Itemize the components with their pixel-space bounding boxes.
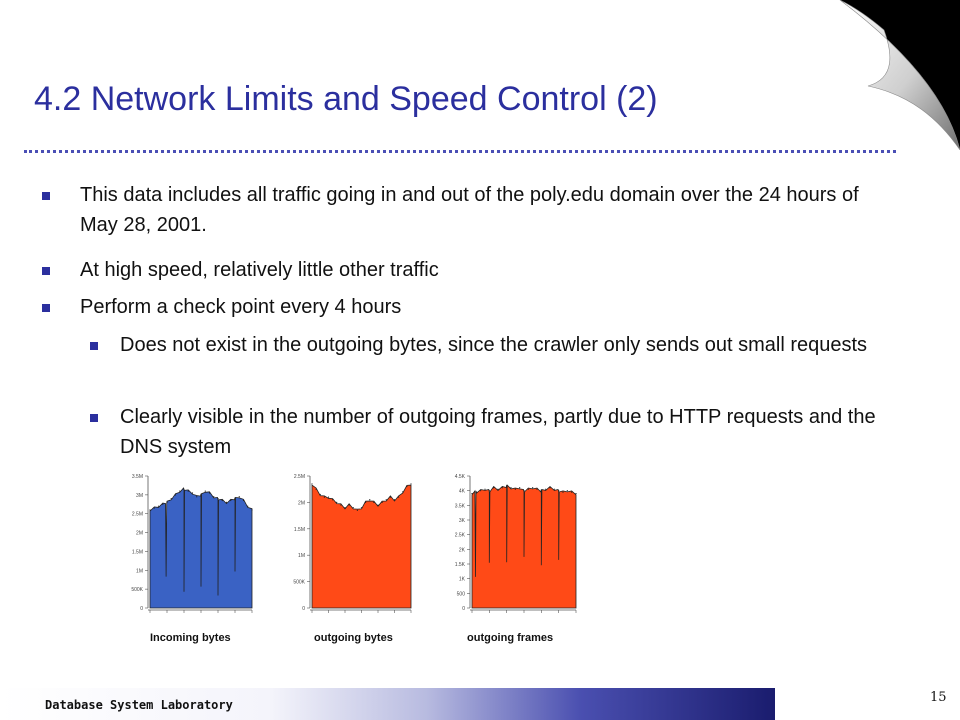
bullet-item <box>80 255 900 285</box>
y-tick-label: 1.5M <box>293 526 305 533</box>
data-point <box>541 490 542 491</box>
incoming-bytes-caption: Incoming bytes <box>150 632 231 644</box>
data-point <box>377 504 378 505</box>
data-point <box>340 504 341 505</box>
data-point <box>480 490 481 491</box>
data-point <box>554 489 555 490</box>
data-point <box>369 499 370 500</box>
area-series <box>312 485 411 608</box>
data-point <box>188 490 189 491</box>
data-point <box>239 496 240 497</box>
bullet-marker-icon <box>42 192 50 200</box>
data-point <box>349 504 350 505</box>
data-point <box>205 490 206 491</box>
data-point <box>567 490 568 491</box>
data-point <box>149 509 150 510</box>
data-point <box>484 489 485 490</box>
y-tick-label: 500K <box>131 587 143 594</box>
data-point <box>394 499 395 500</box>
y-tick-label: 3.5K <box>454 503 465 510</box>
y-tick-label: 2M <box>136 530 143 537</box>
outgoing-bytes-chart <box>280 470 415 620</box>
y-tick-label: 4K <box>458 488 465 495</box>
data-point <box>209 492 210 493</box>
data-point <box>493 487 494 488</box>
bullet-text: At high speed, relatively little other traffic <box>80 259 439 281</box>
data-point <box>217 498 218 499</box>
footer-label: Database System Laboratory <box>45 698 233 712</box>
y-tick-label: 1K <box>458 576 465 583</box>
data-point <box>196 496 197 497</box>
data-point <box>243 500 244 501</box>
y-tick-label: 4.5K <box>454 474 465 480</box>
data-point <box>398 497 399 498</box>
data-point <box>171 498 172 499</box>
sub-bullet-item <box>120 402 920 462</box>
y-tick-label: 2.5M <box>131 511 143 518</box>
data-point <box>382 502 383 503</box>
data-point <box>536 489 537 490</box>
data-point <box>523 490 524 491</box>
data-point <box>234 498 235 499</box>
data-point <box>519 487 520 488</box>
data-point <box>471 493 472 494</box>
data-point <box>489 490 490 491</box>
data-point <box>344 507 345 508</box>
y-tick-label: 3K <box>458 518 465 524</box>
y-tick-label: 1M <box>136 568 143 575</box>
data-point <box>528 489 529 490</box>
title-divider <box>24 150 896 153</box>
page-number: 15 <box>930 690 947 705</box>
data-point <box>320 494 321 495</box>
data-point <box>361 507 362 508</box>
y-tick-label: 500 <box>456 591 465 598</box>
bullet-marker-icon <box>42 304 50 312</box>
y-tick-label: 0 <box>462 606 465 612</box>
bullet-item <box>80 292 900 322</box>
outgoing-frames-plot <box>440 470 580 620</box>
page-curl-decoration <box>800 0 960 150</box>
y-tick-label: 0 <box>140 606 143 612</box>
data-point <box>562 492 563 493</box>
data-point <box>386 499 387 500</box>
data-point <box>390 497 391 498</box>
data-point <box>183 489 184 490</box>
incoming-bytes-plot <box>118 470 256 620</box>
y-tick-label: 500K <box>293 579 305 586</box>
data-point <box>247 506 248 507</box>
data-point <box>175 494 176 495</box>
data-point <box>558 490 559 491</box>
area-series <box>472 485 576 608</box>
data-point <box>213 496 214 497</box>
data-point <box>402 491 403 492</box>
y-tick-label: 1.5M <box>131 549 143 556</box>
data-point <box>192 492 193 493</box>
data-point <box>545 489 546 490</box>
data-point <box>162 504 163 505</box>
data-point <box>497 489 498 490</box>
data-point <box>353 507 354 508</box>
data-point <box>476 492 477 493</box>
data-point <box>515 489 516 490</box>
y-tick-label: 2.5M <box>293 474 305 480</box>
sub-bullet-text: Does not exist in the outgoing bytes, since the crawler only sends out small requests <box>120 334 868 356</box>
data-point <box>328 497 329 498</box>
slide-title: 4.2 Network Limits and Speed Control (2) <box>34 80 658 118</box>
data-point <box>154 507 155 508</box>
data-point <box>575 493 576 494</box>
outgoing-bytes-plot <box>280 470 415 620</box>
data-point <box>158 506 159 507</box>
sub-bullet-text: Clearly visible in the number of outgoing frames, partly due to HTTP requests and the DNS system <box>120 406 876 458</box>
data-point <box>251 509 252 510</box>
bullet-marker-icon <box>42 267 50 275</box>
data-point <box>324 497 325 498</box>
bullet-marker-icon <box>90 342 98 350</box>
data-point <box>200 494 201 495</box>
data-point <box>506 486 507 487</box>
bullet-item <box>80 180 900 240</box>
area-series <box>150 488 252 608</box>
sub-bullet-item <box>120 330 920 360</box>
data-point <box>311 483 312 484</box>
bullet-text: This data includes all traffic going in and out of the poly.edu domain over the 24 hours of May 28, 2001. <box>80 184 859 236</box>
outgoing-frames-chart <box>440 470 580 620</box>
bullet-marker-icon <box>90 414 98 422</box>
data-point <box>406 486 407 487</box>
outgoing-bytes-caption: outgoing bytes <box>314 632 393 644</box>
y-tick-label: 2K <box>458 547 465 554</box>
y-tick-label: 1.5K <box>454 562 465 568</box>
data-point <box>410 483 411 484</box>
y-tick-label: 3M <box>136 492 143 499</box>
data-point <box>365 502 366 503</box>
data-point <box>532 487 533 488</box>
data-point <box>230 500 231 501</box>
data-point <box>226 502 227 503</box>
y-tick-label: 2M <box>298 500 305 507</box>
y-tick-label: 2.5K <box>454 532 465 539</box>
data-point <box>316 489 317 490</box>
y-tick-label: 1M <box>298 553 305 560</box>
outgoing-frames-caption: outgoing frames <box>467 632 554 644</box>
y-tick-label: 3.5M <box>131 474 143 480</box>
data-point <box>166 502 167 503</box>
data-point <box>332 499 333 500</box>
data-point <box>549 487 550 488</box>
incoming-bytes-chart <box>118 470 256 620</box>
data-point <box>336 502 337 503</box>
data-point <box>373 502 374 503</box>
y-tick-label: 0 <box>302 606 305 612</box>
data-point <box>357 510 358 511</box>
data-point <box>179 490 180 491</box>
data-point <box>510 487 511 488</box>
data-point <box>222 500 223 501</box>
bullet-text: Perform a check point every 4 hours <box>80 296 402 318</box>
data-point <box>502 487 503 488</box>
data-point <box>571 492 572 493</box>
